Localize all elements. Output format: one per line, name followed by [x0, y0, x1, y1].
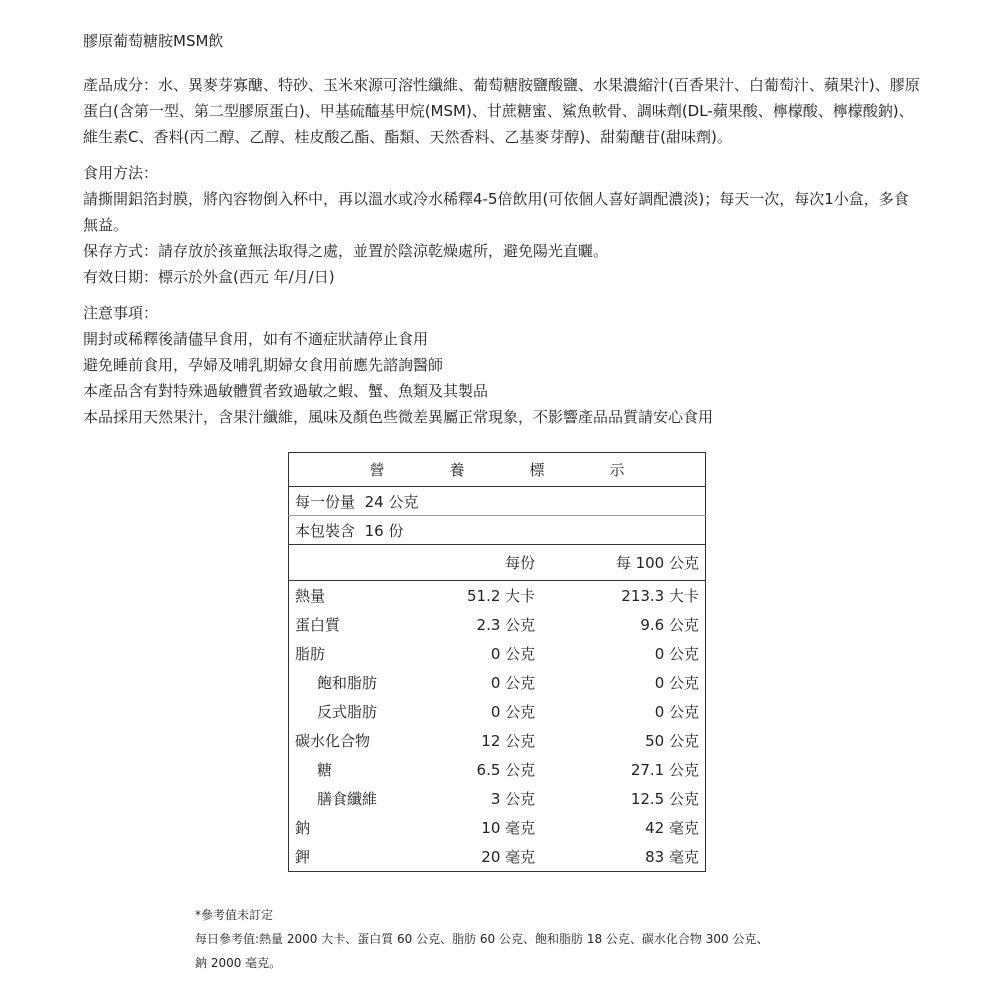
table-row: [289, 610, 706, 639]
serving-size-row: [289, 487, 706, 516]
nutrient-name: 碳水化合物: [295, 732, 371, 750]
table-row: [289, 784, 706, 813]
product-title: [83, 28, 923, 54]
per-100-value: 0 公克: [654, 674, 699, 692]
nutrition-header-char: 標: [529, 461, 545, 479]
per-100-value: 213.3 大卡: [621, 587, 699, 605]
nutrition-header-char: 養: [449, 461, 465, 479]
table-row: [289, 842, 706, 872]
ingredients-text: 產品成分：水、異麥芽寡醣、特砂、玉米來源可溶性纖維、葡萄糖胺鹽酸鹽、水果濃縮汁(百香果汁、白葡萄汁、蘋果汁)、膠原蛋白(含第一型、第二型膠原蛋白)、甲基硫醯基甲烷(MSM)、甘蔗糖蜜、鯊魚軟骨、調味劑(DL-蘋果酸、檸檬酸、檸檬酸鈉)、維生素C、香料(丙二醇、乙醇、桂皮酸乙酯、酯類、天然香料、乙基麥芽醇)、甜菊醣苷(甜味劑)。: [83, 76, 920, 146]
servings-row: [289, 516, 706, 545]
nutrition-header-row: [289, 453, 706, 487]
per-100-value: 0 公克: [654, 645, 699, 663]
per-serving-value: 3 公克: [490, 790, 536, 808]
col-per-100: 每 100 公克: [541, 545, 705, 581]
per-100-value: 9.6 公克: [640, 616, 699, 634]
serving-size-label: 每一份量: [295, 492, 356, 511]
footnote-line: 鈉 2000 毫克。: [195, 956, 282, 970]
servings-value: 16 份: [364, 521, 404, 540]
nutrient-name: 糖: [317, 761, 333, 779]
table-row: [289, 697, 706, 726]
nutrition-header: [289, 453, 706, 487]
nutrient-name: 脂肪: [295, 645, 326, 663]
per-serving-value: 20 毫克: [481, 848, 536, 866]
ingredients-section: [83, 72, 923, 150]
warning-item: 本品採用天然果汁，含果汁纖維，風味及顏色些微差異屬正常現象，不影響產品品質請安心食用: [83, 408, 714, 426]
per-100-value: 50 公克: [645, 732, 699, 750]
warnings-section: [83, 300, 923, 430]
per-serving-value: 0 公克: [490, 703, 536, 721]
usage-method: 請撕開鋁箔封膜，將內容物倒入杯中，再以溫水或冷水稀釋4-5倍飲用(可依個人喜好調配濃淡)；每天一次，每次1小盒，多食無益。: [83, 190, 909, 234]
table-row: [289, 668, 706, 697]
nutrient-name: 鉀: [295, 848, 311, 866]
per-serving-value: 0 公克: [490, 674, 536, 692]
per-100-value: 0 公克: [654, 703, 699, 721]
warning-item: 開封或稀釋後請儘早食用，如有不適症狀請停止食用: [83, 330, 429, 348]
warning-item: 本產品含有對特殊過敏體質者致過敏之蝦、蟹、魚類及其製品: [83, 382, 489, 400]
product-title-text: 膠原葡萄糖胺MSM飲: [83, 32, 224, 50]
warnings-heading: 注意事項：: [83, 304, 159, 322]
footnote-line: *參考值未訂定: [195, 908, 274, 922]
column-header-row: [289, 545, 706, 581]
per-100-value: 83 毫克: [645, 848, 699, 866]
per-100-value: 12.5 公克: [630, 790, 699, 808]
usage-section: [83, 160, 923, 290]
table-row: [289, 813, 706, 842]
nutrient-name: 蛋白質: [295, 616, 341, 634]
warning-item: 避免睡前食用，孕婦及哺乳期婦女食用前應先諮詢醫師: [83, 356, 444, 374]
nutrient-name: 反式脂肪: [317, 703, 378, 721]
nutrition-header-char: 營: [369, 461, 385, 479]
nutrient-name: 膳食纖維: [317, 790, 378, 808]
per-serving-value: 10 毫克: [481, 819, 536, 837]
nutrient-name: 熱量: [295, 587, 326, 605]
per-serving-value: 6.5 公克: [476, 761, 536, 779]
footnote: [195, 903, 768, 975]
usage-heading: 食用方法：: [83, 164, 159, 182]
table-row: [289, 581, 706, 611]
expiry-text: 有效日期：標示於外盒(西元 年/月/日): [83, 268, 335, 286]
col-per-serving: 每份: [443, 545, 541, 581]
nutrient-name: 飽和脂肪: [317, 674, 378, 692]
footnote-line: 每日參考值:熱量 2000 大卡、蛋白質 60 公克、脂肪 60 公克、飽和脂肪 18 公克、碳水化合物 300 公克、: [195, 932, 769, 946]
nutrition-table: [288, 452, 706, 872]
per-100-value: 42 毫克: [645, 819, 699, 837]
table-row: [289, 755, 706, 784]
nutrition-header-char: 示: [609, 461, 625, 479]
per-100-value: 27.1 公克: [630, 761, 699, 779]
table-row: [289, 726, 706, 755]
per-serving-value: 0 公克: [490, 645, 536, 663]
storage-text: 保存方式：請存放於孩童無法取得之處，並置於陰涼乾燥處所，避免陽光直曬。: [83, 242, 609, 260]
servings-label: 本包裝含: [295, 521, 356, 540]
per-serving-value: 2.3 公克: [476, 616, 536, 634]
table-row: [289, 639, 706, 668]
nutrient-name: 鈉: [295, 819, 311, 837]
serving-size-value: 24 公克: [364, 492, 419, 511]
per-serving-value: 12 公克: [481, 732, 536, 750]
per-serving-value: 51.2 大卡: [466, 587, 536, 605]
